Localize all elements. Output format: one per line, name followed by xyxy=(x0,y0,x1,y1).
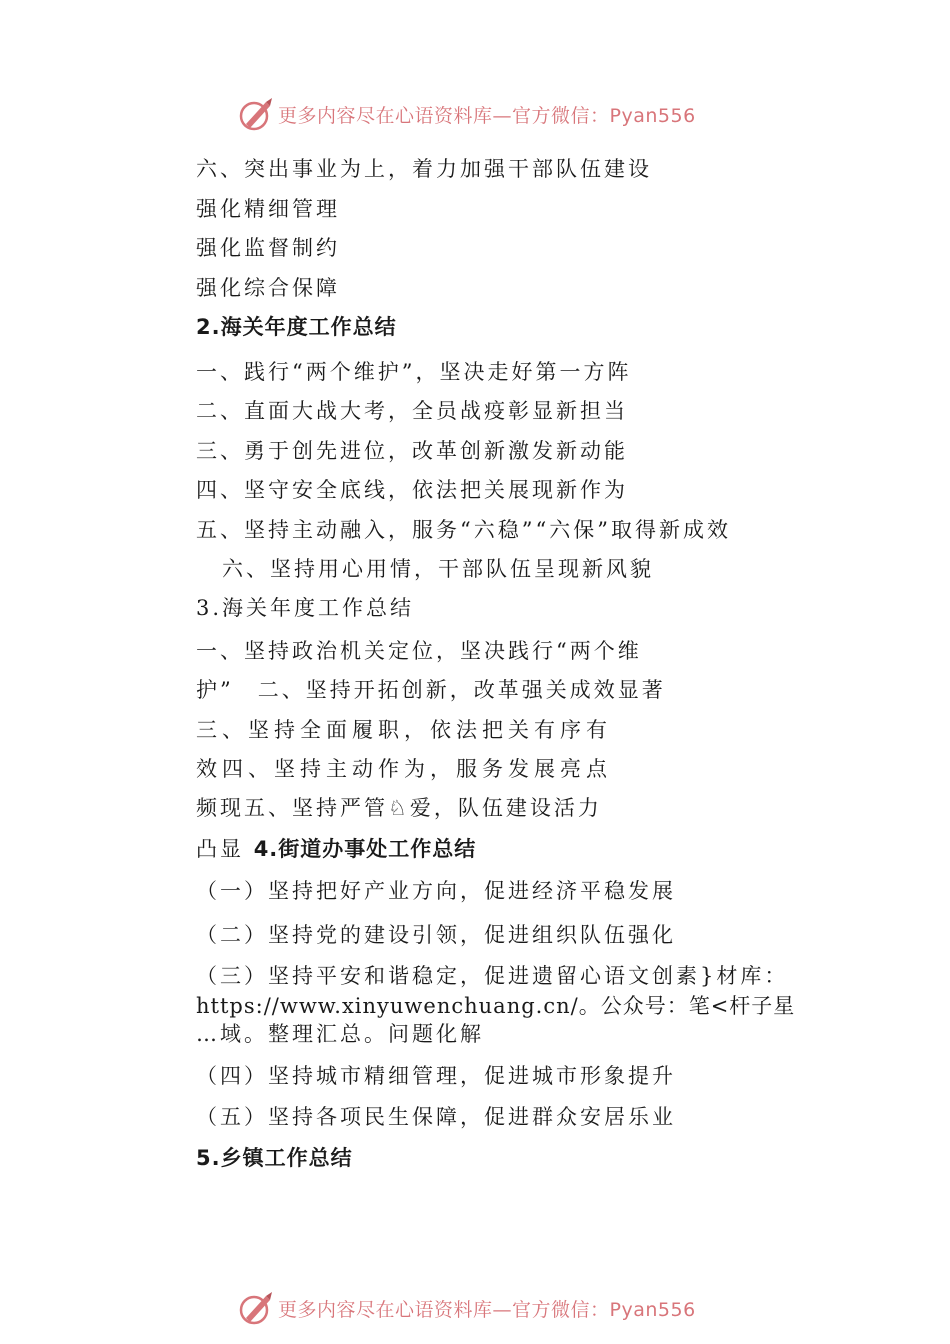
text-line: 效四、坚持主动作为，服务发展亮点 xyxy=(196,757,612,781)
text-line: 频现五、坚持严管♘爱，队伍建设活力 xyxy=(196,796,602,820)
text-line: （二）坚持党的建设引领，促进组织队伍强化 xyxy=(196,923,676,947)
text-fragment: 凸显 xyxy=(196,837,244,861)
text-line: 一、践行“两个维护”，坚决走好第一方阵 xyxy=(196,360,632,384)
text-line: 三、勇于创先进位，改革创新激发新动能 xyxy=(196,439,628,463)
footer-watermark xyxy=(236,1288,756,1328)
text-line: 二、直面大战大考，全员战疫彰显新担当 xyxy=(196,399,628,423)
pen-logo-icon xyxy=(236,94,276,134)
pen-logo-icon xyxy=(236,1288,276,1328)
text-line: 强化精细管理 xyxy=(196,197,340,221)
text-line: 护” 二、坚持开拓创新，改革强关成效显著 xyxy=(196,678,666,702)
text-line: （一）坚持把好产业方向，促进经济平稳发展 xyxy=(196,879,676,903)
text-line: （四）坚持城市精细管理，促进城市形象提升 xyxy=(196,1064,676,1088)
text-line: 四、坚守安全底线，依法把关展现新作为 xyxy=(196,478,628,502)
header-watermark xyxy=(236,94,756,134)
text-line: 强化综合保障 xyxy=(196,276,340,300)
text-line: 五、坚持主动融入，服务“六稳”“六保”取得新成效 xyxy=(196,518,731,542)
text-line: （三）坚持平安和谐稳定，促进遗留心语文创素}材库： xyxy=(196,964,789,988)
text-line: 六、突出事业为上，着力加强干部队伍建设 xyxy=(196,157,652,181)
text-line: 强化监督制约 xyxy=(196,236,340,260)
text-line: …域。整理汇总。问题化解 xyxy=(196,1022,484,1046)
text-line xyxy=(196,836,476,862)
watermark-text: 更多内容尽在心语资料库—官方微信：Pyan556 xyxy=(278,1298,696,1321)
watermark-text: 更多内容尽在心语资料库—官方微信：Pyan556 xyxy=(278,104,696,127)
section-heading: 5.乡镇工作总结 xyxy=(196,1146,353,1170)
text-line: 六、坚持用心用情，干部队伍呈现新风貌 xyxy=(222,557,654,581)
text-line: https://www.xinyuwenchuang.cn/。公众号：笔<杆子星 xyxy=(196,994,796,1018)
section-heading: 3.海关年度工作总结 xyxy=(196,596,415,620)
section-heading: 2.海关年度工作总结 xyxy=(196,315,397,339)
text-line: 三、坚持全面履职，依法把关有序有 xyxy=(196,718,612,742)
text-line: （五）坚持各项民生保障，促进群众安居乐业 xyxy=(196,1105,676,1129)
section-heading: 4.街道办事处工作总结 xyxy=(253,837,477,861)
text-line: 一、坚持政治机关定位，坚决践行“两个维 xyxy=(196,639,642,663)
